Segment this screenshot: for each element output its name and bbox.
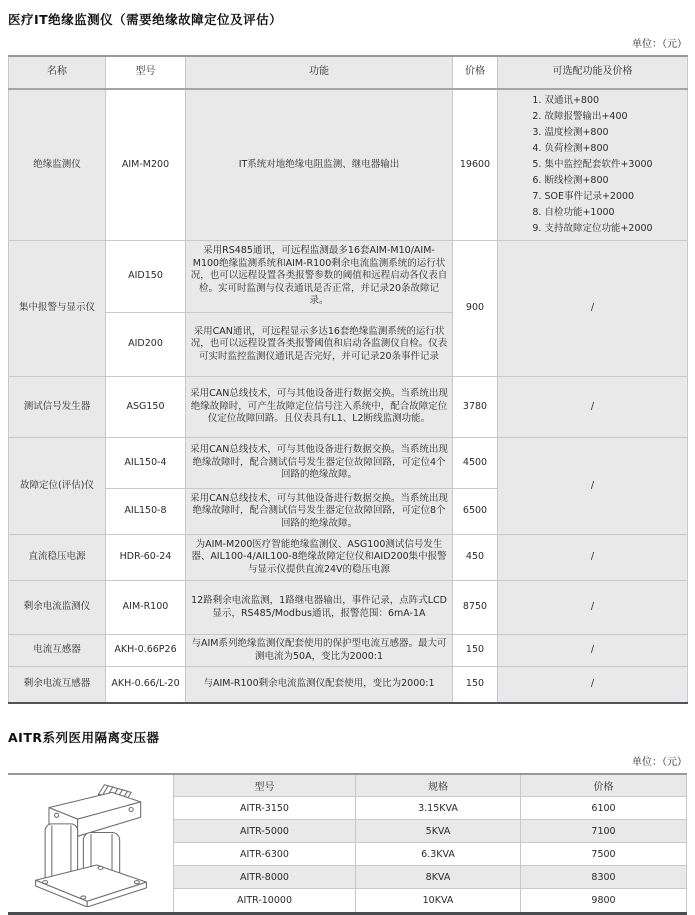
options-none-cell: / [498, 581, 688, 635]
col-header-spec: 规格 [356, 775, 521, 797]
cell-function: 与AIM系列绝缘监测仪配套使用的保护型电流互感器。最大可测电流为50A，变比为2000:1 [186, 635, 453, 667]
cell-spec: 6.3KVA [356, 843, 521, 866]
cell-model: AKH-0.66P26 [106, 635, 186, 667]
col-header-options: 可选配功能及价格 [498, 56, 688, 89]
cell-price: 8300 [521, 866, 687, 889]
option-item: 7. SOE事件记录+2000 [532, 191, 635, 202]
cell-price: 900 [453, 241, 498, 377]
cell-price: 9800 [521, 889, 687, 912]
cell-name: 剩余电流互感器 [9, 667, 106, 703]
option-item: 9. 支持故障定位功能+2000 [532, 223, 653, 234]
cell-spec: 3.15KVA [356, 797, 521, 820]
col-header-function: 功能 [186, 56, 453, 89]
cell-name: 直流稳压电源 [9, 535, 106, 581]
options-none-cell: / [498, 377, 688, 438]
table-row-current-transformer [9, 635, 688, 667]
cell-price: 8750 [453, 581, 498, 635]
cell-name: 剩余电流监测仪 [9, 581, 106, 635]
cell-price: 19600 [453, 89, 498, 241]
col-header-price: 价格 [521, 775, 687, 797]
pricing-table-header-row [9, 56, 688, 89]
cell-model: AIM-R100 [106, 581, 186, 635]
cell-price: 6100 [521, 797, 687, 820]
options-none-cell: / [498, 438, 688, 535]
transformer-figure [8, 775, 173, 912]
cell-function: 12路剩余电流监测，1路继电器输出，事件记录，点阵式LCD显示，RS485/Modbus通讯，报警范围：6mA-1A [186, 581, 453, 635]
table-row-aitr-6300 [174, 843, 687, 866]
cell-model: AITR-3150 [174, 797, 356, 820]
table-row-residual-ct [9, 667, 688, 703]
cell-function: 采用CAN总线技术，可与其他设备进行数据交换。当系统出现绝缘故障时，配合测试信号发生器定位故障回路，可定位8个回路的绝缘故障。 [186, 489, 453, 535]
cell-price: 4500 [453, 438, 498, 489]
cell-function: 与AIM-R100剩余电流监测仪配套使用，变比为2000:1 [186, 667, 453, 703]
table-row-aid150 [9, 241, 688, 313]
cell-name: 集中报警与显示仪 [9, 241, 106, 377]
cell-function: IT系统对地绝缘电阻监测、继电器输出 [186, 89, 453, 241]
option-item: 1. 双通讯+800 [532, 95, 600, 106]
table-row-insulation-monitor [9, 89, 688, 241]
cell-model: AITR-10000 [174, 889, 356, 912]
cell-function: 采用CAN总线技术，可与其他设备进行数据交换。当系统出现绝缘故障时，配合测试信号发生器定位故障回路，可定位4个回路的绝缘故障。 [186, 438, 453, 489]
cell-price: 6500 [453, 489, 498, 535]
option-item: 5. 集中监控配套软件+3000 [532, 159, 653, 170]
option-item: 2. 故障报警输出+400 [532, 111, 628, 122]
table-row-aitr-8000 [174, 866, 687, 889]
transformer-table-header-row [174, 775, 687, 797]
cell-spec: 10KVA [356, 889, 521, 912]
section2-title: AITR系列医用隔离变压器 [8, 729, 160, 745]
transformer-table [173, 775, 687, 912]
table-row-aitr-10000 [174, 889, 687, 912]
cell-options-list [498, 89, 688, 241]
cell-name: 电流互感器 [9, 635, 106, 667]
col-header-price: 价格 [453, 56, 498, 89]
unit-label-2: 单位：（元） [632, 756, 687, 768]
cell-spec: 5KVA [356, 820, 521, 843]
cell-model: AIL150-4 [106, 438, 186, 489]
table-row-aitr-3150 [174, 797, 687, 820]
cell-model: AKH-0.66/L-20 [106, 667, 186, 703]
cell-model: AIM-M200 [106, 89, 186, 241]
options-none-cell: / [498, 241, 688, 377]
unit-label-1: 单位：（元） [632, 39, 687, 50]
cell-price: 150 [453, 667, 498, 703]
cell-price: 7100 [521, 820, 687, 843]
cell-name: 故障定位(评估)仪 [9, 438, 106, 535]
table-row-aitr-5000 [174, 820, 687, 843]
cell-price: 3780 [453, 377, 498, 438]
cell-model: AITR-5000 [174, 820, 356, 843]
transformer-illustration-icon [24, 779, 158, 907]
cell-model: AIL150-8 [106, 489, 186, 535]
cell-spec: 8KVA [356, 866, 521, 889]
transformer-section [8, 773, 687, 915]
option-item: 8. 自检功能+1000 [532, 207, 615, 218]
cell-model: AITR-8000 [174, 866, 356, 889]
section1-title: 医疗IT绝缘监测仪（需要绝缘故障定位及评估） [8, 12, 283, 27]
options-none-cell: / [498, 667, 688, 703]
cell-function: 采用RS485通讯，可远程监测最多16套AIM-M10/AIM-M100绝缘监测系统和AIM-R100剩余电流监测系统的运行状况，也可以远程设置各类报警参数的阈值和远程启动各仪表自检。实可时监测与仪表通讯是否正常，并记录20条故障记录。 [186, 241, 453, 313]
cell-name: 测试信号发生器 [9, 377, 106, 438]
cell-function: 采用CAN总线技术，可与其他设备进行数据交换。当系统出现绝缘故障时，可产生故障定位信号注入系统中，配合故障定位仪定位故障回路。且仪表具有L1、L2断线监测功能。 [186, 377, 453, 438]
cell-function: 采用CAN通讯，可远程显示多达16套绝缘监测系统的运行状况，也可以远程设置各类报警阈值和启动各监测仪自检。仪表可实时监控监测仪通讯是否完好，并可记录20条事件记录 [186, 313, 453, 377]
cell-price: 450 [453, 535, 498, 581]
col-header-name: 名称 [9, 56, 106, 89]
cell-function: 为AIM-M200医疗智能绝缘监测仪、ASG100测试信号发生器、AIL100-4/AIL100-8绝缘故障定位仪和AID200集中报警与显示仪提供直流24V的稳压电源 [186, 535, 453, 581]
cell-model: AITR-6300 [174, 843, 356, 866]
option-item: 6. 断线检测+800 [532, 175, 609, 186]
cell-price: 7500 [521, 843, 687, 866]
cell-name: 绝缘监测仪 [9, 89, 106, 241]
cell-model: AID200 [106, 313, 186, 377]
col-header-model: 型号 [106, 56, 186, 89]
pricing-table [8, 55, 688, 704]
cell-price: 150 [453, 635, 498, 667]
option-item: 4. 负荷检测+800 [532, 143, 609, 154]
cell-model: ASG150 [106, 377, 186, 438]
options-none-cell: / [498, 635, 688, 667]
options-list [532, 93, 652, 237]
col-header-model: 型号 [174, 775, 356, 797]
option-item: 3. 温度检测+800 [532, 127, 609, 138]
cell-model: HDR-60-24 [106, 535, 186, 581]
table-row-ail150-4 [9, 438, 688, 489]
table-row-dc-power [9, 535, 688, 581]
table-row-signal-generator [9, 377, 688, 438]
table-row-residual-monitor [9, 581, 688, 635]
options-none-cell: / [498, 535, 688, 581]
cell-model: AID150 [106, 241, 186, 313]
